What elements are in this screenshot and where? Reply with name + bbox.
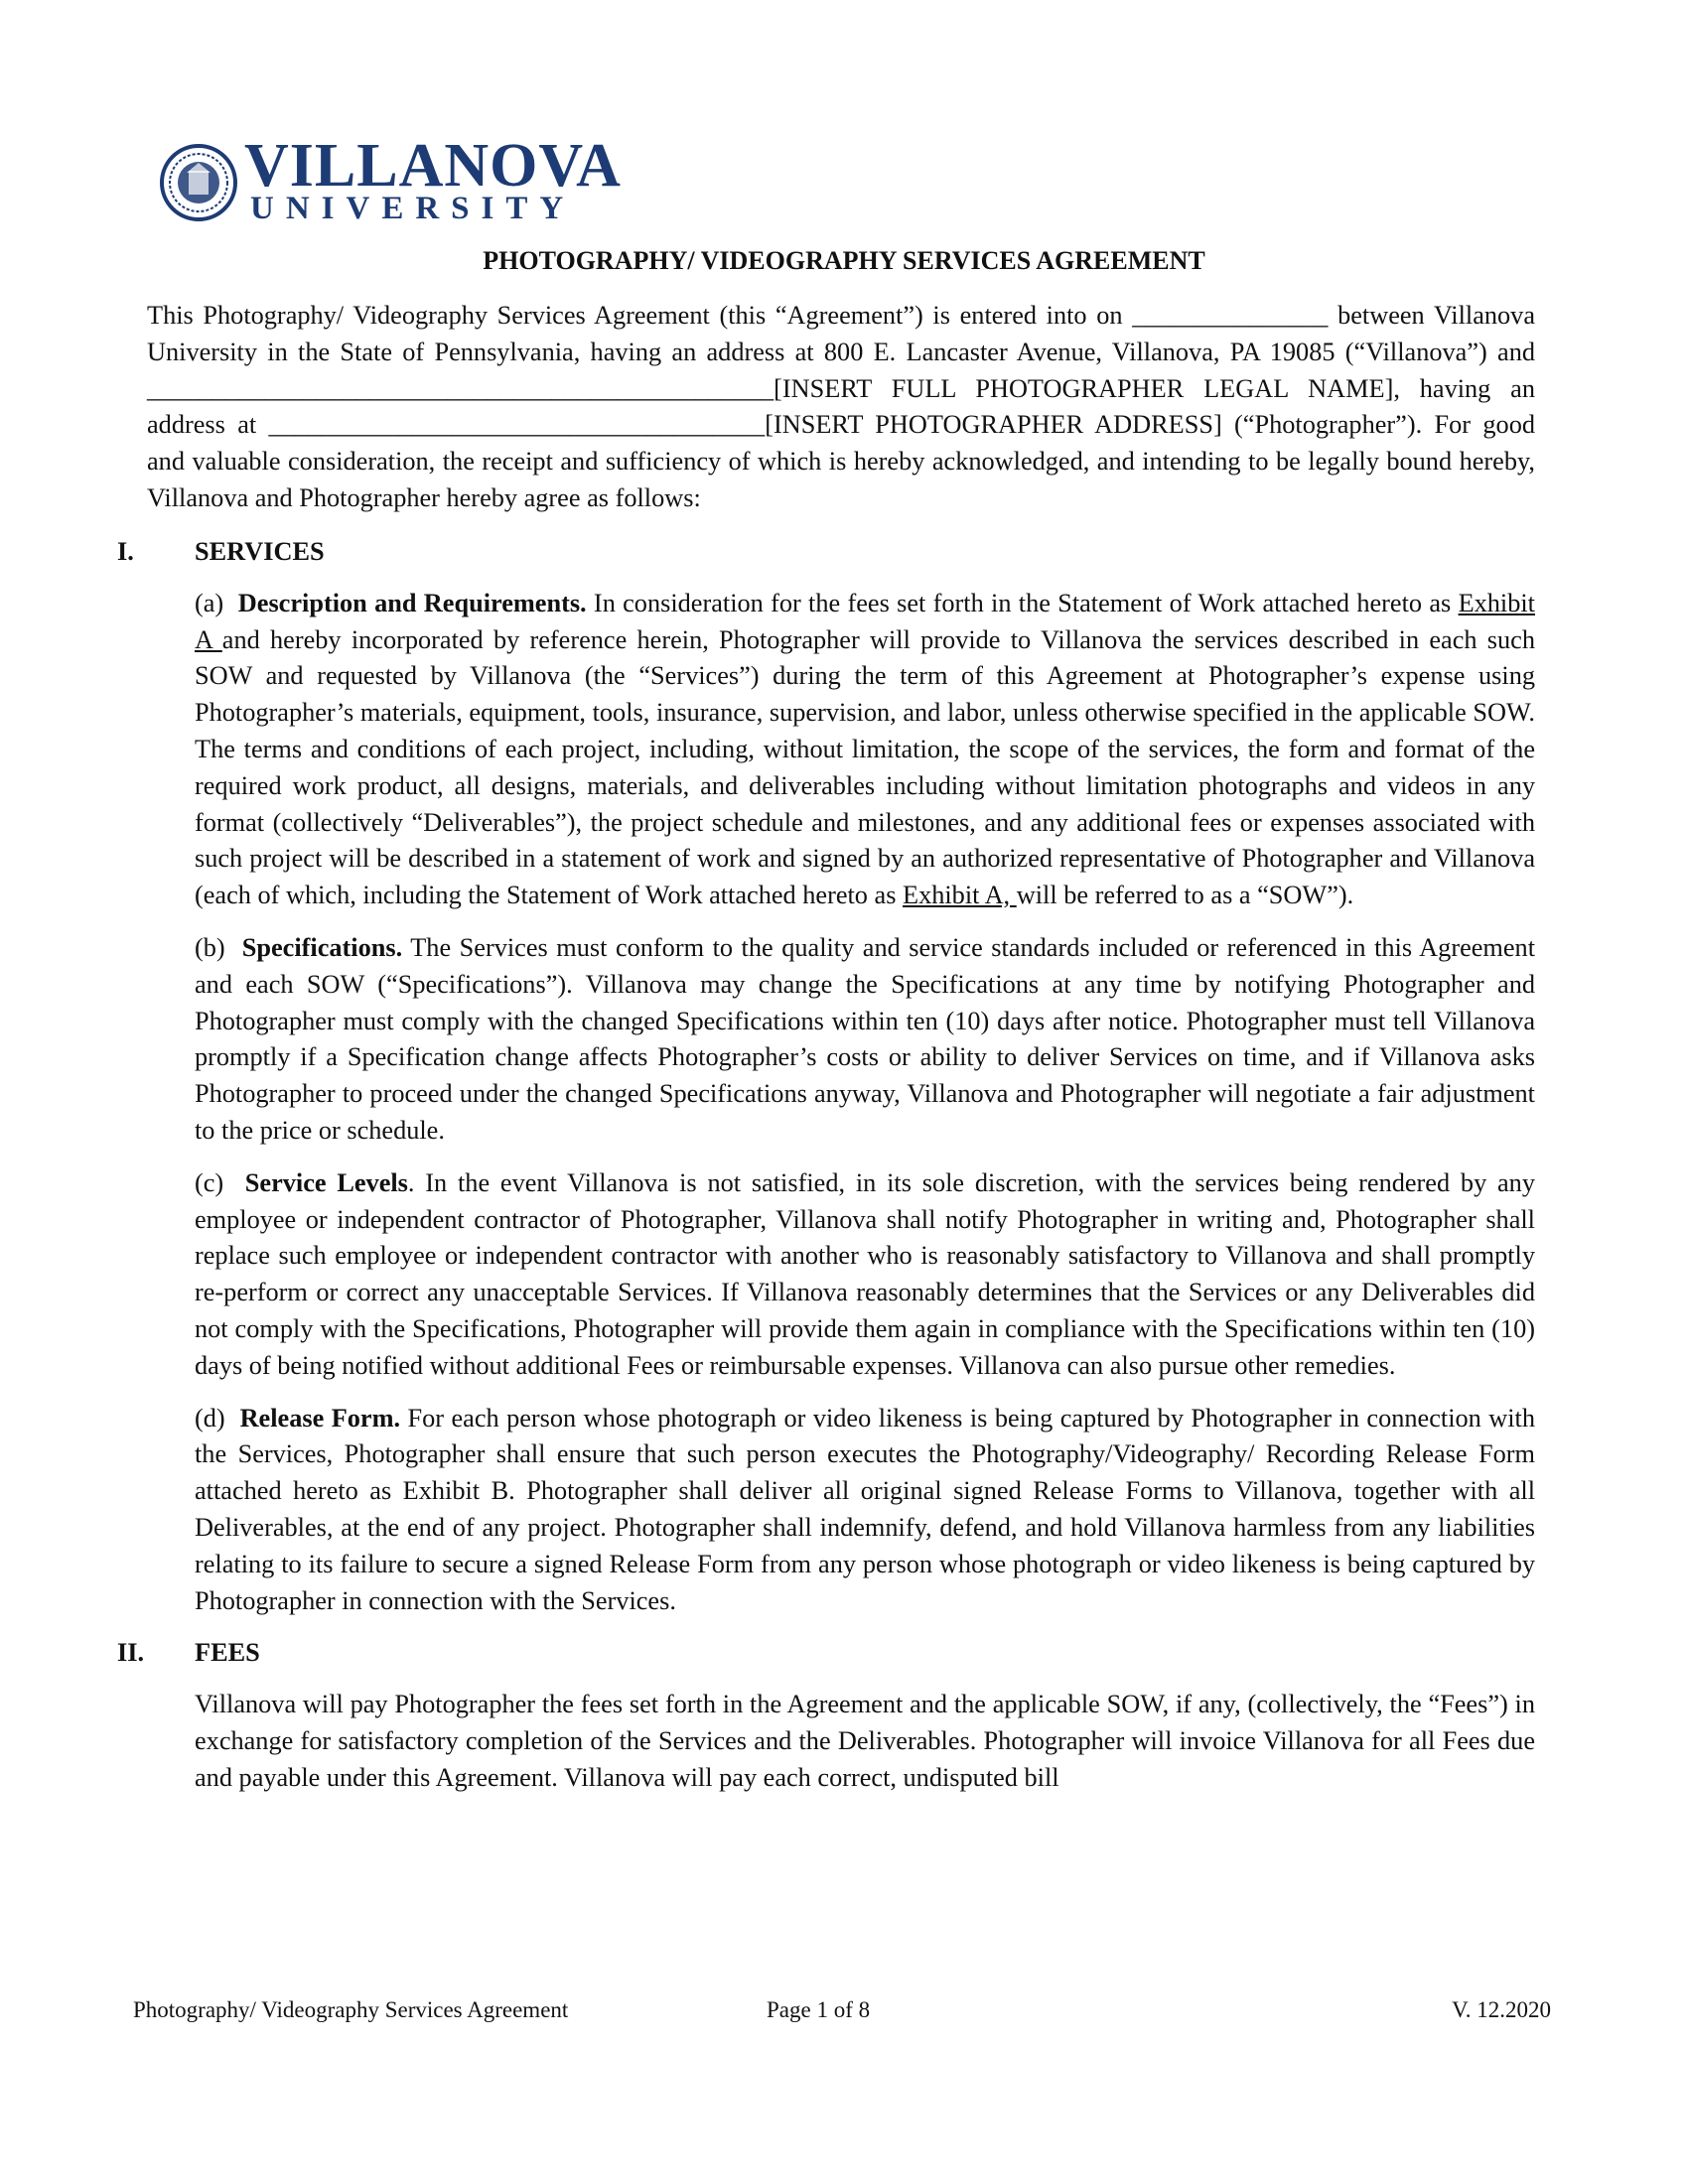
- logo-subtitle: UNIVERSITY: [250, 191, 576, 226]
- paragraph-text: For each person whose photograph or video likeness is being captured by Photographer in connection with the Services, Photographer shall ensure that such person executes the Photography/Videography/ Recording Release Form attached hereto as Exhibit B. Photographer shall deliver all original signed Release Forms to Villanova, together with all Deliverables, at the end of any project. Photographer shall indemnify, defend, and hold Villanova harmless from any liabilities relating to its failure to secure a signed Release Form from any person whose photograph or video likeness is being captured by Photographer in connection with the Services.: [195, 1403, 1535, 1615]
- paragraph-label: (c): [195, 1167, 224, 1197]
- exhibit-a-reference: Exhibit A,: [903, 881, 1017, 910]
- paragraph-text: In consideration for the fees set forth in the Statement of Work attached hereto as: [586, 588, 1459, 617]
- fees-section: [195, 1687, 1535, 1796]
- villanova-logo: [159, 132, 622, 228]
- section-heading-services: [117, 534, 1535, 570]
- document-body: [117, 298, 1535, 1797]
- paragraph-label: (b): [195, 932, 225, 962]
- paragraph-text: will be referred to as a “SOW”).: [1016, 881, 1354, 910]
- paragraph-text: and hereby incorporated by reference herein, Photographer will provide to Villanova the services described in each such SOW and requested by Villanova (the “Services”) during the term of this Agreement at Photographer’s expense using Photographer’s materials, equipment, tools, insurance, supervision, and labor, unless otherwise specified in the applicable SOW. The terms and conditions of each project, including, without limitation, the scope of the services, the form and format of the required work product, all designs, materials, and deliverables including without limitation photographs and videos in any format (collectively “Deliverables”), the project schedule and milestones, and any additional fees or expenses associated with such project will be described in a statement of work and signed by an authorized representative of Photographer and Villanova (each of which, including the Statement of Work attached hereto as: [195, 624, 1535, 910]
- section-number: II.: [117, 1638, 145, 1668]
- document-title: PHOTOGRAPHY/ VIDEOGRAPHY SERVICES AGREEMENT: [483, 246, 1205, 275]
- paragraph-text: . In the event Villanova is not satisfied, in its sole discretion, with the services being rendered by any employee or independent contractor of Photographer, Villanova shall notify Photographer in writing and, Photographer shall replace such employee or independent contractor with another who is reasonably satisfactory to Villanova and shall promptly re-perform or correct any unacceptable Services. If Villanova reasonably determines that the Services or any Deliverables did not comply with the Specifications, Photographer will provide them again in compliance with the Specifications within ten (10) days of being notified without additional Fees or reimbursable expenses. Villanova can also pursue other remedies.: [195, 1167, 1535, 1380]
- section-title: FEES: [195, 1638, 260, 1668]
- section-title: SERVICES: [195, 536, 325, 566]
- section-number: I.: [117, 536, 134, 566]
- paragraph-fees: Villanova will pay Photographer the fees set forth in the Agreement and the applicable SOW, if any, (collectively, the “Fees”) in exchange for satisfactory completion of the Services and the Deliverables. Photographer will invoice Villanova for all Fees due and payable under this Agreement. Villanova will pay each correct, undisputed bill: [195, 1690, 1535, 1792]
- intro-paragraph: This Photography/ Videography Services Agreement (this “Agreement”) is entered into on _______________ between Villanova University in the State of Pennsylvania, having an address at 800 E. Lancaster Avenue, Villanova, PA 19085 (“Villanova”) and ________________________________________________[INSERT FULL PHOTOGRAPHER LEGAL NAME], having an address at ______________________________________[INSERT PHOTOGRAPHER ADDRESS] (“Photographer”). For good and valuable consideration, the receipt and sufficiency of which is hereby acknowledged, and intending to be legally bound hereby, Villanova and Photographer hereby agree as follows:: [147, 301, 1535, 512]
- footer-document-name: Photography/ Videography Services Agreement: [133, 1997, 569, 2022]
- paragraph-description-requirements: [195, 586, 1535, 914]
- services-subsections: [195, 586, 1535, 1620]
- section-heading-fees: [117, 1635, 1535, 1671]
- footer-page-number: Page 1 of 8: [767, 1997, 871, 2022]
- paragraph-heading: Description and Requirements.: [237, 588, 587, 617]
- exhibit-a-reference: Exhibit A: [195, 588, 1535, 654]
- paragraph-heading: Release Form.: [239, 1403, 401, 1433]
- paragraph-release-form: [195, 1401, 1535, 1620]
- university-seal-icon: [159, 143, 238, 222]
- paragraph-heading: Service Levels: [244, 1167, 408, 1197]
- paragraph-heading: Specifications.: [241, 932, 403, 962]
- page-footer: [0, 1997, 1688, 2027]
- paragraph-label: (d): [195, 1403, 225, 1433]
- footer-version: V. 12.2020: [1452, 1997, 1551, 2022]
- paragraph-specifications: [195, 930, 1535, 1150]
- paragraph-service-levels: [195, 1165, 1535, 1385]
- paragraph-label: (a): [195, 588, 224, 617]
- paragraph-text: The Services must conform to the quality and service standards included or referenced in this Agreement and each SOW (“Specifications”). Villanova may change the Specifications at any time by notifying Photographer and Photographer must comply with the changed Specifications within ten (10) days after notice. Photographer must tell Villanova promptly if a Specification change affects Photographer’s costs or ability to deliver Services on time, and if Villanova asks Photographer to proceed under the changed Specifications anyway, Villanova and Photographer will negotiate a fair adjustment to the price or schedule.: [195, 932, 1535, 1145]
- logo-wordmark: VILLANOVA: [244, 132, 622, 200]
